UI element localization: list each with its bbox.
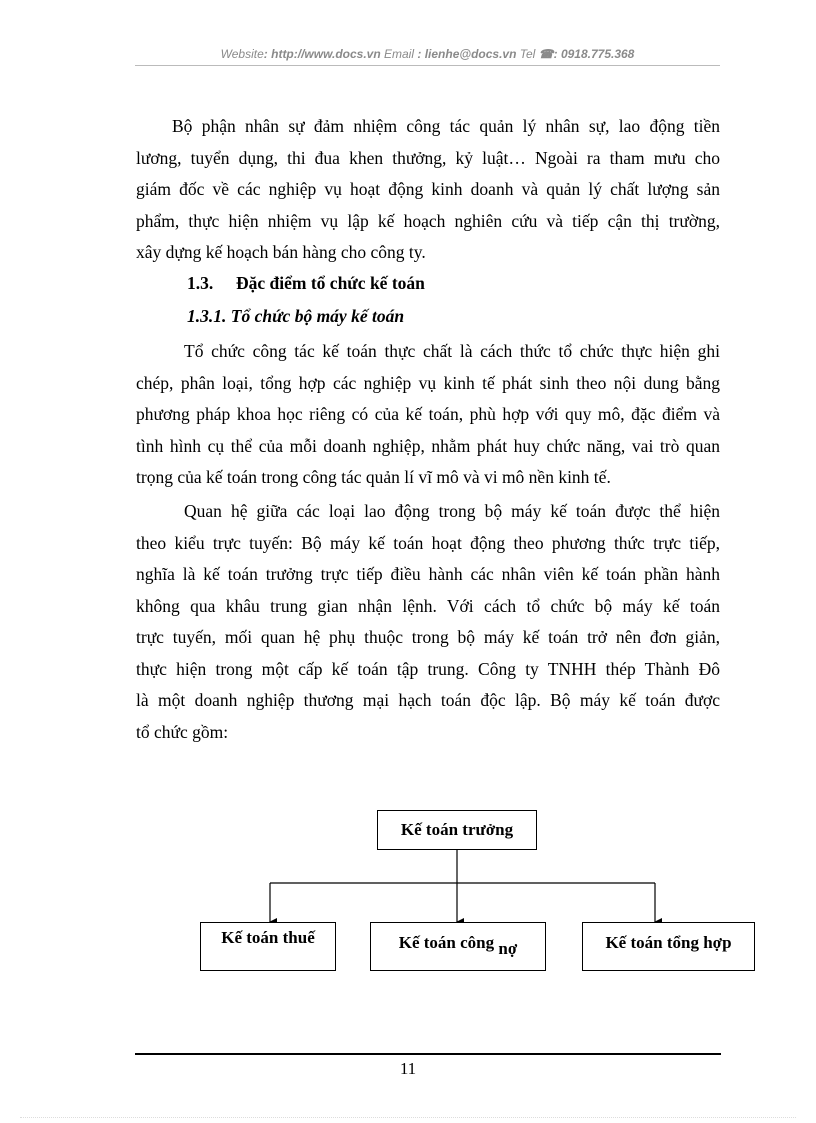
text-line: trực tuyến, mối quan hệ phụ thuộc trong bộ máy kế toán trở nên đơn giản, <box>136 627 720 647</box>
debt-accountant-sublabel: nợ <box>498 939 518 958</box>
general-accountant-label: Kế toán tổng hợp <box>605 933 732 952</box>
page-edge-dots <box>20 1117 796 1118</box>
general-accountant-box <box>582 922 755 971</box>
text-line: không qua khâu trung gian nhận lệnh. Với cách tổ chức bộ máy kế toán <box>136 595 720 616</box>
page-number: 11 <box>399 1059 417 1078</box>
text-line: Bộ phận nhân sự đảm nhiệm công tác quản lý nhân sự, lao động tiền <box>172 116 720 136</box>
text-line: tình hình cụ thể của mỗi doanh nghiệp, nhằm phát huy chức năng, vai trò quan <box>136 435 720 456</box>
text-line: chép, phân loại, tổng hợp các nghiệp vụ kinh tế phát sinh theo nội dung bằng <box>136 372 720 393</box>
text-line: nghĩa là kế toán trưởng trực tiếp điều hành các nhân viên kế toán phần hành <box>136 564 720 584</box>
text-line: theo kiểu trực tuyến: Bộ máy kế toán hoạt động theo phương thức trực tiếp, <box>136 532 720 553</box>
text-line: Quan hệ giữa các loại lao động trong bộ máy kế toán được thể hiện <box>184 501 720 521</box>
text-line: trọng của kế toán trong công tác quản lí vĩ mô và vi mô nền kinh tế. <box>136 467 611 487</box>
text-line: tổ chức gồm: <box>136 721 229 742</box>
tax-accountant-label: Kế toán thuế <box>221 928 315 947</box>
text-line: phẩm, thực hiện nhiệm vụ lập kế hoạch nghiên cứu và tiếp cận thị trường, <box>136 210 720 231</box>
debt-accountant-box <box>370 922 546 971</box>
debt-accountant-label: Kế toán công <box>398 933 499 952</box>
tax-accountant-box <box>200 922 336 971</box>
chief-accountant-label: Kế toán trưởng <box>400 820 514 839</box>
email-address[interactable]: : lienhe@docs.vn <box>417 47 517 61</box>
website-url[interactable]: : http://www.docs.vn <box>263 47 381 61</box>
text-line: giám đốc về các nghiệp vụ hoạt động kinh doanh và quản lý chất lượng sản <box>136 179 720 199</box>
tel-label: Tel <box>516 47 539 61</box>
section-title: Đặc điểm tổ chức kế toán <box>236 273 425 293</box>
text-line: lương, tuyển dụng, thi đua khen thưởng, kỷ luật… Ngoài ra tham mưu cho <box>136 147 720 168</box>
footer-divider <box>135 1053 721 1055</box>
section-number: 1.3. <box>187 273 214 293</box>
chief-accountant-box <box>377 810 537 850</box>
text-line: là một doanh nghiệp thương mại hạch toán độc lập. Bộ máy kế toán được <box>136 690 720 710</box>
subsection-heading-1-3-1: 1.3.1. Tổ chức bộ máy kế toán <box>187 306 405 326</box>
phone-number: ☎: 0918.775.368 <box>538 47 635 61</box>
text-line: phương pháp khoa học riêng có của kế toán, phù hợp với quy mô, đặc điểm và <box>136 404 720 424</box>
text-line: xây dựng kế hoạch bán hàng cho công ty. <box>136 242 426 262</box>
text-line: thực hiện trong một cấp kế toán tập trung. Công ty TNHH thép Thành Đô <box>136 658 720 679</box>
text-line: Tổ chức công tác kế toán thực chất là cách thức tổ chức thực hiện ghi <box>184 341 720 361</box>
website-label: Website <box>220 47 264 61</box>
email-label: Email <box>380 47 418 61</box>
